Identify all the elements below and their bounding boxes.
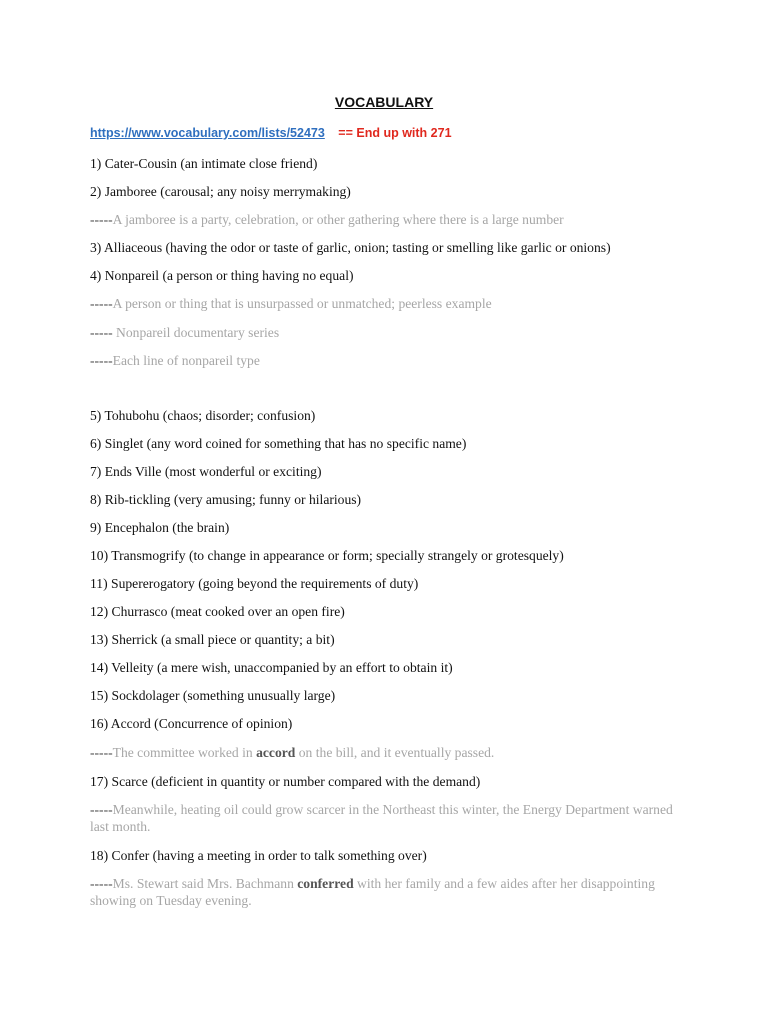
example-line xyxy=(90,324,279,341)
example-keyword: conferred xyxy=(297,876,354,891)
example-keyword: accord xyxy=(256,745,296,760)
example-text: Nonpareil documentary series xyxy=(112,325,280,340)
vocab-entry-10: 10) Transmogrify (to change in appearance or form; specially strangely or grotesquely) xyxy=(90,548,564,563)
example-text-after: with her family and a few aides after her disappointing showing on Tuesday evening. xyxy=(90,876,655,908)
vocab-entry-13: 13) Sherrick (a small piece or quantity; a bit) xyxy=(90,632,335,647)
example-text: Each line of nonpareil type xyxy=(112,353,260,368)
example-dash: ----- xyxy=(90,296,113,311)
vocab-entry-9: 9) Encephalon (the brain) xyxy=(90,520,230,535)
vocab-entry-7: 7) Ends Ville (most wonderful or exciting) xyxy=(90,464,322,479)
example-text: Meanwhile, heating oil could grow scarcer in the Northeast this winter, the Energy Department warned last month. xyxy=(90,802,673,834)
vocab-entry-3: 3) Alliaceous (having the odor or taste of garlic, onion; tasting or smelling like garlic or onions) xyxy=(90,240,611,255)
vocab-entry-6: 6) Singlet (any word coined for something that has no specific name) xyxy=(90,436,467,451)
example-line xyxy=(90,211,564,228)
vocab-entry-12: 12) Churrasco (meat cooked over an open fire) xyxy=(90,604,345,619)
example-dash: ----- xyxy=(90,212,113,227)
vocab-entry-15: 15) Sockdolager (something unusually large) xyxy=(90,688,336,703)
vocab-entry-4: 4) Nonpareil (a person or thing having no equal) xyxy=(90,268,354,283)
example-dash: ----- xyxy=(90,802,113,817)
example-text: A person or thing that is unsurpassed or unmatched; peerless example xyxy=(112,296,492,311)
vocab-entry-8: 8) Rib-tickling (very amusing; funny or hilarious) xyxy=(90,492,362,507)
example-line xyxy=(90,875,680,909)
vocab-entry-16: 16) Accord (Concurrence of opinion) xyxy=(90,716,293,731)
example-text-after: on the bill, and it eventually passed. xyxy=(295,745,495,760)
page-title: VOCABULARY xyxy=(334,94,434,110)
example-text-before: Ms. Stewart said Mrs. Bachmann xyxy=(112,876,298,891)
vocab-entry-1: 1) Cater-Cousin (an intimate close friend) xyxy=(90,156,318,171)
example-dash: ----- xyxy=(90,325,113,340)
source-link[interactable]: https://www.vocabulary.com/lists/52473 xyxy=(90,126,325,140)
vocab-entry-11: 11) Supererogatory (going beyond the requirements of duty) xyxy=(90,576,419,591)
example-dash: ----- xyxy=(90,353,113,368)
example-dash: ----- xyxy=(90,745,113,760)
vocab-entry-2: 2) Jamboree (carousal; any noisy merrymaking) xyxy=(90,184,351,199)
vocab-entry-5: 5) Tohubohu (chaos; disorder; confusion) xyxy=(90,408,316,423)
source-line xyxy=(90,126,452,140)
example-line xyxy=(90,801,680,835)
example-text: A jamboree is a party, celebration, or other gathering where there is a large number xyxy=(112,212,564,227)
example-line xyxy=(90,295,492,312)
example-line xyxy=(90,352,260,369)
example-dash: ----- xyxy=(90,876,113,891)
vocab-entry-17: 17) Scarce (deficient in quantity or number compared with the demand) xyxy=(90,774,481,789)
vocab-entry-14: 14) Velleity (a mere wish, unaccompanied by an effort to obtain it) xyxy=(90,660,453,675)
vocab-entry-18: 18) Confer (having a meeting in order to talk something over) xyxy=(90,848,427,863)
example-line xyxy=(90,744,494,761)
count-note: == End up with 271 xyxy=(338,126,452,140)
example-text-before: The committee worked in xyxy=(112,745,257,760)
